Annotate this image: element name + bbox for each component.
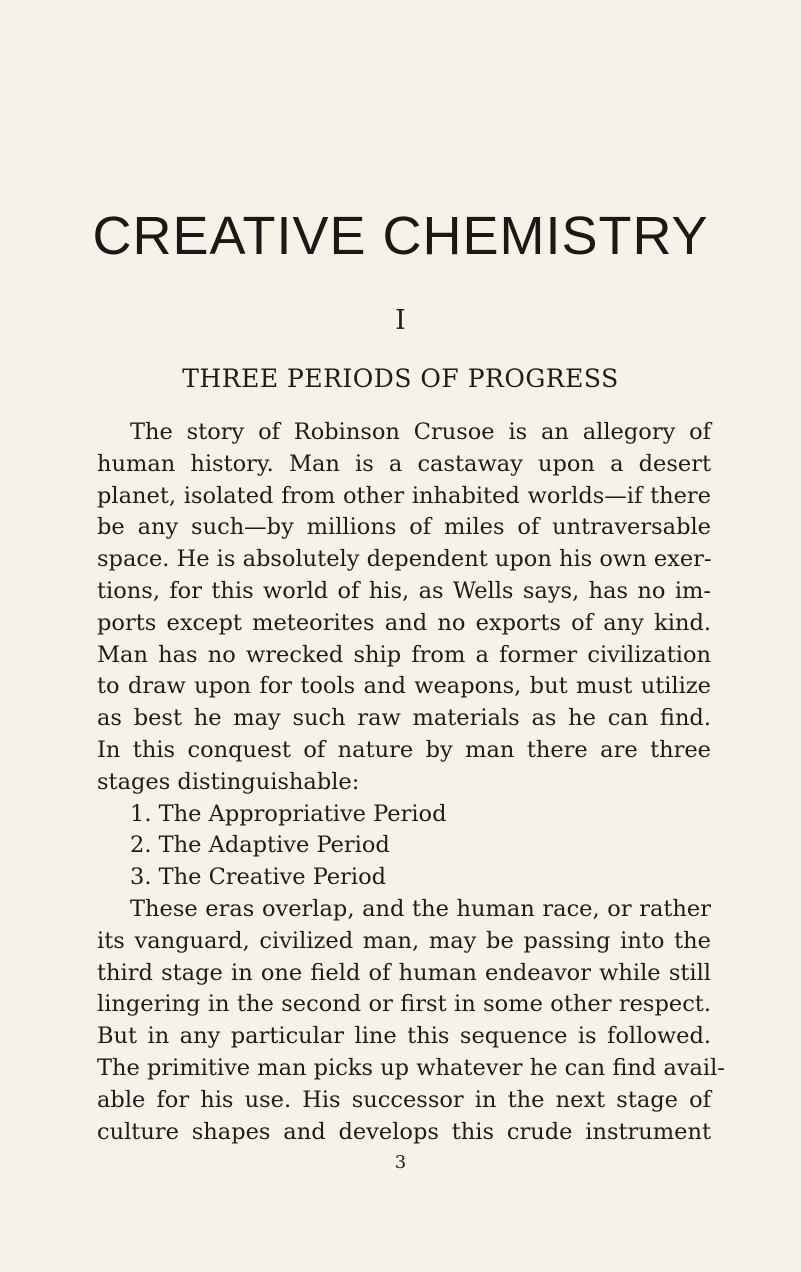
text-line: planet, isolated from other inhabited worlds—if there (97, 482, 711, 509)
text-line: Man has no wrecked ship from a former civilization (97, 641, 711, 668)
text-line: able for his use. His successor in the next stage of (97, 1086, 711, 1113)
text-line: ports except meteorites and no exports of any kind. (97, 609, 711, 636)
book-title: CREATIVE CHEMISTRY (92, 206, 709, 266)
list-item: 1. The Appropriative Period (130, 800, 447, 827)
text-line: The primitive man picks up whatever he can find avail- (97, 1054, 725, 1081)
text-line: third stage in one field of human endeavor while still (97, 959, 711, 986)
text-line: These eras overlap, and the human race, or rather (130, 895, 711, 922)
page-number: 3 (394, 1152, 407, 1173)
list-item: 2. The Adaptive Period (130, 832, 390, 859)
chapter-number: I (395, 305, 406, 336)
text-line: space. He is absolutely dependent upon his own exer- (97, 546, 712, 573)
body-text (97, 417, 725, 1148)
text-line: But in any particular line this sequence is followed. (97, 1023, 711, 1050)
text-line: to draw upon for tools and weapons, but must utilize (97, 673, 711, 700)
text-line: tions, for this world of his, as Wells says, has no im- (97, 577, 711, 604)
text-line: The story of Robinson Crusoe is an allegory of (130, 419, 711, 445)
text-line: as best he may such raw materials as he can find. (97, 705, 711, 732)
text-line: culture shapes and develops this crude instrument (97, 1118, 711, 1145)
list-item: 3. The Creative Period (130, 864, 387, 891)
text-line: lingering in the second or first in some other respect. (97, 991, 711, 1018)
text-line: In this conquest of nature by man there are three (97, 736, 711, 763)
chapter-title: THREE PERIODS OF PROGRESS (182, 364, 619, 393)
text-line: stages distinguishable: (97, 768, 360, 795)
text-line: human history. Man is a castaway upon a desert (97, 450, 711, 477)
text-line: be any such—by millions of miles of untraversable (97, 514, 711, 541)
text-line: its vanguard, civilized man, may be passing into the (97, 927, 711, 954)
